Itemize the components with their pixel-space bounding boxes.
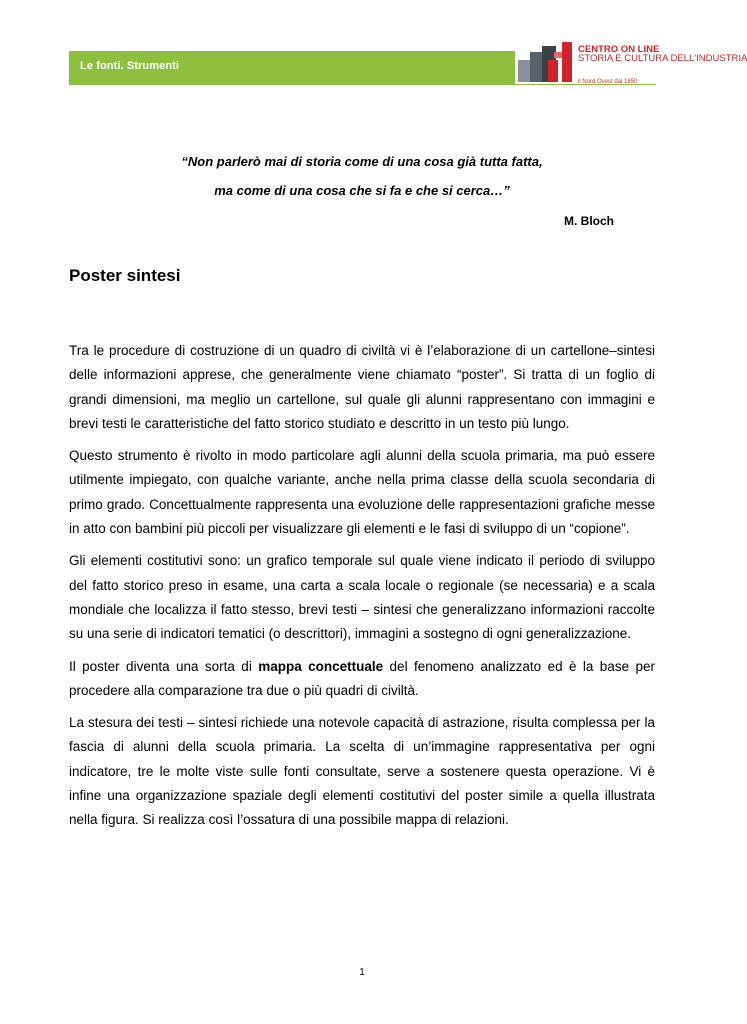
page-number: 1 xyxy=(359,967,365,978)
quote-line-2: ma come di una cosa che si fa e che si cerca…” xyxy=(214,183,510,198)
logo-line-3: il Nord Ovest dal 1850 xyxy=(578,79,638,85)
logo-mark-icon xyxy=(518,42,576,86)
paragraph-4-end: del fenomeno analizzato ed è la base per procedere alla comparazione tra due o più quadri di civiltà. xyxy=(69,658,655,698)
logo-line-2: STORIA E CULTURA DELL'INDUSTRIA xyxy=(578,53,747,64)
header-bar xyxy=(69,51,515,85)
paragraph-4-start: Il poster diventa una sorta di xyxy=(69,658,259,674)
paragraph-4-emphasis: mappa concettuale xyxy=(258,658,384,674)
paragraph-5: La stesura dei testi – sintesi richiede una notevole capacità di astrazione, risulta complessa per la fascia di alunni della scuola primaria. La scelta di un’immagine rappresentativa per ogni indicatore, tre le molte viste sulle fonti consultate, serve a sostenere questa operazione. Vi è infine una organizzazione spaziale degli elementi costitutivi del poster simile a quella illustrata nella figura. Si realizza così l’ossatura di una possibile mappa di relazioni. xyxy=(69,715,655,828)
quote-line-1: “Non parlerò mai di storia come di una cosa già tutta fatta, xyxy=(181,154,543,169)
logo xyxy=(518,42,747,86)
quote-author: M. Bloch xyxy=(564,214,614,228)
paragraph-2: Questo strumento è rivolto in modo particolare agli alunni della scuola primaria, ma può essere utilmente impiegato, con qualche variante, anche nella prima classe della scuola secondaria di primo grado. Concettualmente rappresenta una evoluzione delle rappresentazioni grafiche messe in atto con bambini più piccoli per visualizzare gli elementi e le fasi di sviluppo di un “copione”. xyxy=(69,448,655,537)
page-title: Poster sintesi xyxy=(69,266,181,285)
paragraph-3: Gli elementi costitutivi sono: un grafico temporale sul quale viene indicato il periodo di sviluppo del fatto storico preso in esame, una carta a scala locale o regionale (se necessaria) e a scala mondiale che localizza il fatto stesso, brevi testi – sintesi che generalizzano informazioni raccolte su una serie di indicatori tematici (o descrittori), immagini a sostegno di ogni generalizzazione. xyxy=(69,553,655,642)
paragraph-1: Tra le procedure di costruzione di un quadro di civiltà vi è l’elaborazione di un cartellone–sintesi delle informazioni apprese, che generalmente viene chiamato “poster”. Si tratta di un foglio di grandi dimensioni, ma meglio un cartellone, sul quale gli alunni rappresentano con immagini e brevi testi le caratteristiche del fatto storico studiato e descritto in un testo più lungo. xyxy=(69,343,655,431)
logo-line-1: CENTRO ON LINE xyxy=(578,44,660,55)
header-title: Le fonti. Strumenti xyxy=(80,60,180,72)
paragraph-4 xyxy=(69,655,655,704)
body-text xyxy=(69,339,655,841)
